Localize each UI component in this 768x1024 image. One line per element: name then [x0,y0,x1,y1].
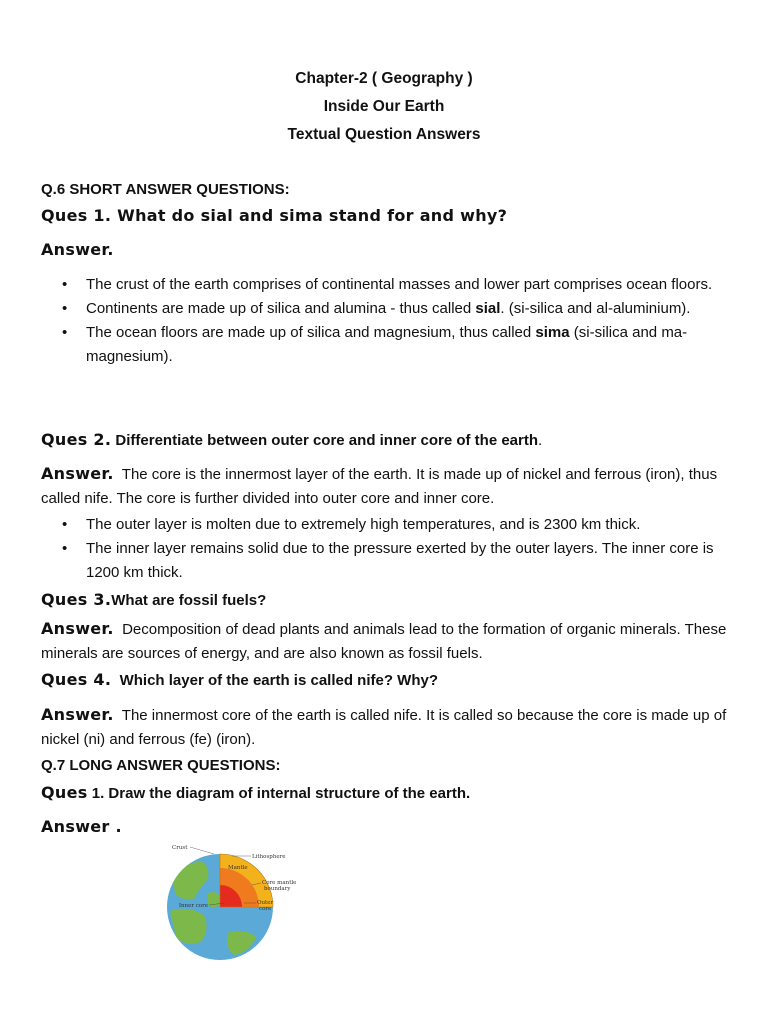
question-1: Ques 1. What do sial and sima stand for and why? [41,206,508,225]
globe-landmass [227,931,256,955]
answer-1-list [62,273,732,369]
long-question-1: Ques 1. Draw the diagram of internal structure of the earth. [41,783,471,802]
short-answer-section-title: Q.6 SHORT ANSWER QUESTIONS: [41,181,290,198]
question-4: Ques 4. Which layer of the earth is called nife? Why? [41,670,438,689]
list-item: • The inner layer remains solid due to the pressure exerted by the outer layers. The inner core is 1200 km thick. [62,537,732,585]
label-boundary: boundary [264,886,291,892]
question-2: Ques 2. Differentiate between outer core and inner core of the earth. [41,430,543,449]
globe-landmass [170,909,207,944]
label-lithosphere: Lithosphere [252,854,286,860]
answer-2-list [62,513,732,585]
label-inner-core: Inner core [178,903,208,909]
label-outer: Outer [257,900,274,906]
long-answer-section-title: Q.7 LONG ANSWER QUESTIONS: [41,757,281,774]
list-item: • The outer layer is molten due to extremely high temperatures, and is 2300 km thick. [62,513,732,537]
label-core-mantle: Core mantle [262,880,297,886]
label-crust: Crust [172,845,188,851]
chapter-subtitle: Inside Our Earth [323,98,445,115]
answer-2: Answer. The core is the innermost layer of the earth. It is made up of nickel and ferrous (iron), thus called nife. The core is further divided into outer core and inner core. [41,464,718,507]
chapter-title: Chapter-2 ( Geography ) [295,70,473,87]
label-core: core [259,906,272,912]
answer-1-label: Answer. [41,240,114,259]
list-item: • Continents are made up of silica and alumina - thus called sial. (si-silica and al-aluminium). [62,297,732,321]
list-item: • The ocean floors are made up of silica and magnesium, thus called sima (si-silica and ma-magnesium). [62,321,732,369]
answer-3: Answer. Decomposition of dead plants and animals lead to the formation of organic minerals. These minerals are sources of energy, and are also known as fossil fuels. [41,619,727,662]
list-item: • The crust of the earth comprises of continental masses and lower part comprises ocean floors. [62,273,732,297]
section-heading: Textual Question Answers [287,126,481,143]
long-answer-1-label: Answer . [41,817,122,836]
label-mantle: Mantle [228,865,248,871]
earth-structure-diagram [164,841,304,963]
question-3: Ques 3.What are fossil fuels? [41,590,267,609]
answer-4: Answer. The innermost core of the earth is called nife. It is called so because the core is made up of nickel (ni) and ferrous (fe) (iron). [41,705,727,748]
